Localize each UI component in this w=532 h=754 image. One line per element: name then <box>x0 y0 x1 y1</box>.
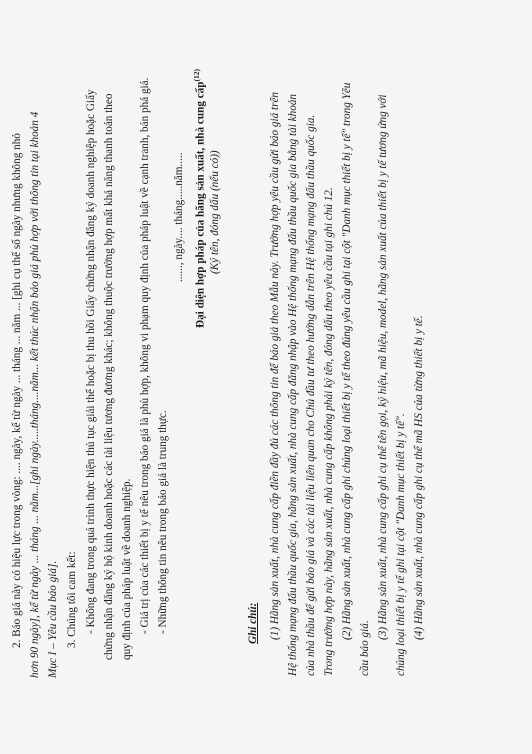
note-3-line-1: (3) Hãng sản xuất, nhà cung cấp ghi cụ thể tên gọi, ký hiệu, mã hiệu, model, hãng sản xuất của thiết bị y tế tương ứng với <box>377 94 389 640</box>
note-2-line-1: (2) Hãng sản xuất, nhà cung cấp ghi chủng loại thiết bị y tế theo đúng yêu cầu ghi tại cột "Danh mục thiết bị y tế" trong Yêu <box>341 82 353 640</box>
note-4: (4) Hãng sản xuất, nhà cung cấp ghi cụ thể mã HS của từng thiết bị y tế. <box>413 315 425 640</box>
rotated-page-content <box>6 24 518 740</box>
note-2-line-2: cầu báo giá. <box>359 620 371 676</box>
note-1-line-1: (1) Hãng sản xuất, nhà cung cấp điền đầy đủ các thông tin để báo giá theo Mẫu này. Trường hợp yêu cầu gửi báo giá trên <box>269 91 281 640</box>
commitment-1-line-3: quy định của pháp luật về doanh nghiệp. <box>121 478 133 660</box>
validity-line-1: 2. Báo giá này có hiệu lực trong vòng: .... ngày, kể từ ngày ... tháng ... năm ... [ghi cụ thể số ngày nhưng không nhỏ <box>11 133 23 648</box>
validity-line-2: hơn 90 ngày], kể từ ngày ... tháng ... năm...[ghi ngày.....tháng....năm... kết thúc nhận báo giá phù hợp với thông tin tại khoản 4 <box>29 111 41 678</box>
signature-subtitle: (Ký tên, đóng dấu (nếu có)) <box>209 150 221 274</box>
notes-heading: Ghi chú: <box>247 602 259 644</box>
note-1-line-4: Trong trường hợp này, hãng sản xuất, nhà cung cấp không phải ký tên, đóng dấu theo yêu cầu tại ghi chú 12. <box>323 187 335 676</box>
signature-date-line: ......, ngày.... tháng.....năm..... <box>173 152 185 282</box>
commitment-3: - Những thông tin nêu trong báo giá là trung thực. <box>157 410 169 634</box>
commitment-1-line-2: chứng nhận đăng ký hộ kinh doanh hoặc các tài liệu tương đương khác; không thuộc trường hợp mất khả năng thanh toán theo <box>103 93 115 660</box>
commitment-heading: 3. Chúng tôi cam kết: <box>66 551 78 648</box>
commitment-2: - Giá trị của các thiết bị y tế nêu trong báo giá là phù hợp, không vi phạm quy định của pháp luật về cạnh tranh, bán phá giá. <box>139 77 151 634</box>
note-1-line-3: của nhà thầu để gửi báo giá và các tài liệu liên quan cho Chủ đầu tư theo hướng dẫn trên Hệ thống mạng đấu thầu quốc gia. <box>305 114 317 676</box>
note-1-line-2: Hệ thống mạng đấu thầu quốc gia, hãng sản xuất, nhà cung cấp đăng nhập vào Hệ thống mạng đấu thầu quốc gia bằng tài khoản <box>287 93 299 676</box>
signature-title: Đại diện hợp pháp của hãng sản xuất, nhà cung cấp$^{(12)}$ <box>192 68 207 328</box>
validity-line-3: Mục I – Yêu cầu báo giá]. <box>47 560 59 678</box>
signature-title-footnote: (12) <box>192 68 201 82</box>
note-3-line-2: chủng loại thiết bị y tế ghi tại cột "Danh mục thiết bị y tế". <box>395 413 407 676</box>
commitment-1-line-1: - Không đang trong quá trình thực hiện thủ tục giải thể hoặc bị thu hồi Giấy chứng nhận đăng ký doanh nghiệp hoặc Giấy <box>85 89 97 634</box>
